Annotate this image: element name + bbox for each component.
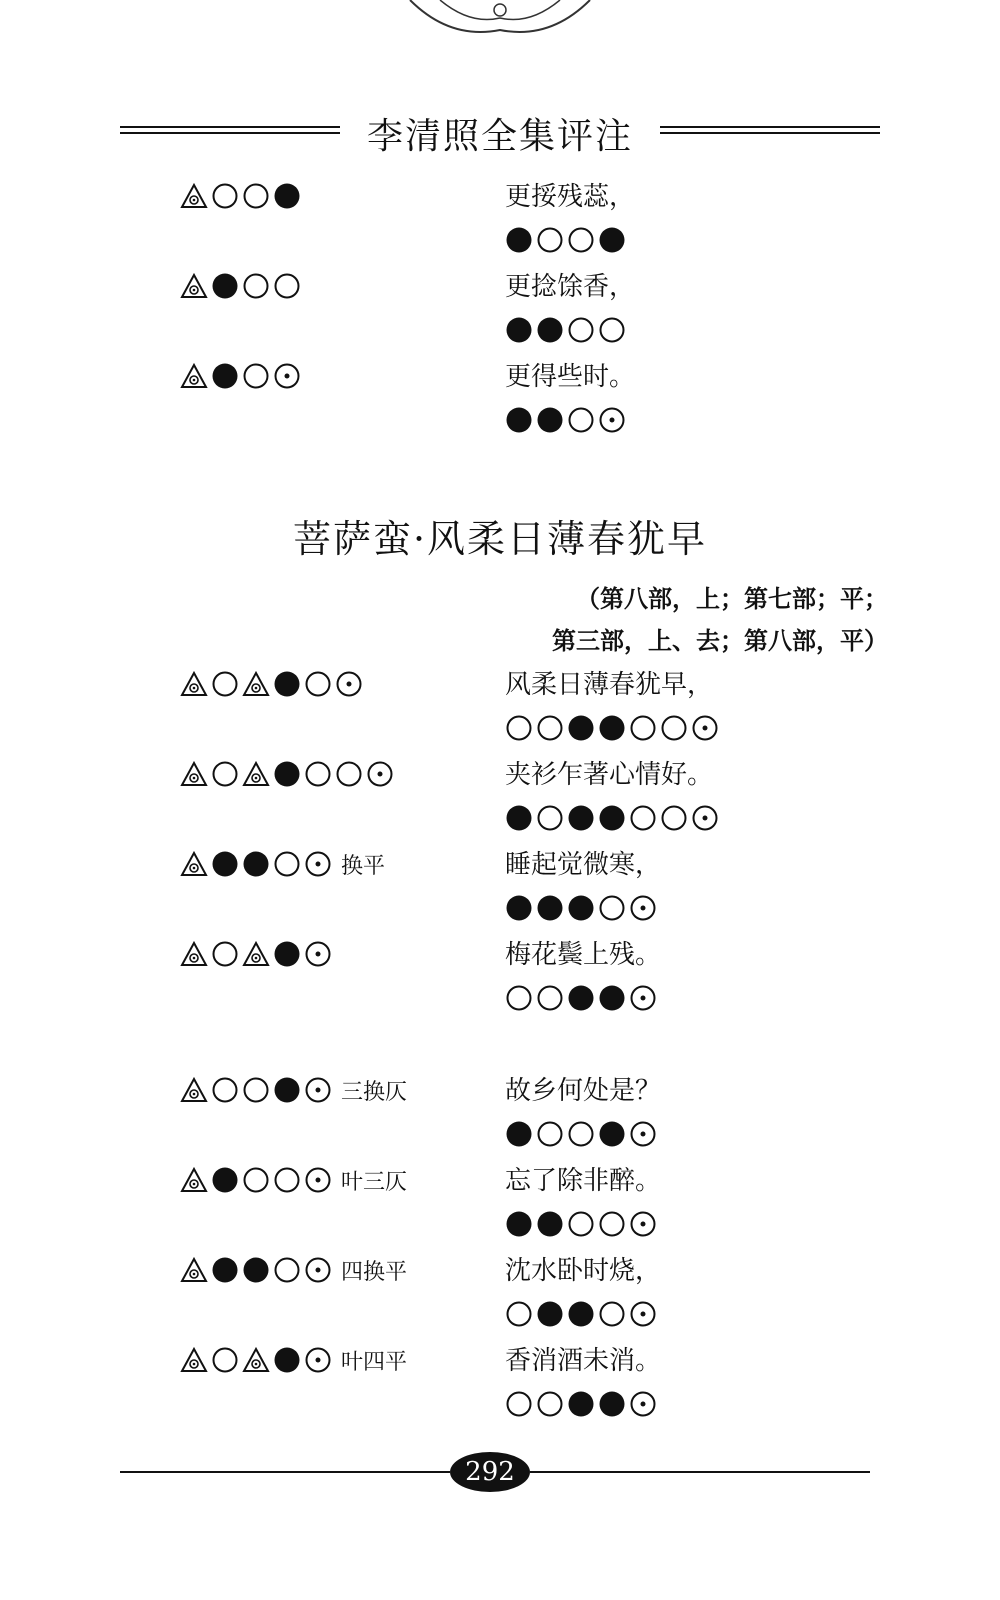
filled-circle-icon [598, 1120, 626, 1148]
rhyme-circle-icon [598, 406, 626, 434]
meter-pattern [180, 758, 394, 790]
open-circle-icon [273, 272, 301, 300]
tone-pattern [505, 982, 657, 1014]
open-circle-icon [536, 714, 564, 742]
open-circle-icon [536, 1390, 564, 1418]
open-circle-icon [567, 1120, 595, 1148]
filled-circle-icon [598, 804, 626, 832]
previous-poem-ending [0, 172, 1000, 442]
open-circle-icon [660, 804, 688, 832]
triangle-circle-icon [180, 760, 208, 788]
rhyme-circle-icon [629, 1390, 657, 1418]
verse-row [0, 352, 1000, 442]
triangle-circle-icon [180, 362, 208, 390]
triangle-circle-icon [180, 940, 208, 968]
verse-row [0, 1336, 1000, 1426]
verse-row [0, 750, 1000, 840]
tone-pattern [505, 404, 626, 436]
filled-circle-icon [211, 1166, 239, 1194]
open-circle-icon [505, 1390, 533, 1418]
rhyme-circle-icon [304, 1076, 332, 1104]
open-circle-icon [567, 1210, 595, 1238]
rhyme-circle-icon [304, 1346, 332, 1374]
rhyme-change-note: 叶三仄 [341, 1169, 408, 1195]
filled-circle-icon [536, 894, 564, 922]
filled-circle-icon [567, 984, 595, 1012]
open-circle-icon [304, 670, 332, 698]
open-circle-icon [567, 226, 595, 254]
filled-circle-icon [242, 850, 270, 878]
triangle-circle-icon [180, 850, 208, 878]
open-circle-icon [242, 182, 270, 210]
verse-text: 睡起觉微寒， [505, 850, 662, 880]
meter-pattern [180, 360, 301, 392]
rhyme-circle-icon [629, 984, 657, 1012]
open-circle-icon [536, 1120, 564, 1148]
rhyme-circle-icon [691, 714, 719, 742]
triangle-circle-icon [242, 760, 270, 788]
tone-pattern [505, 712, 719, 744]
filled-circle-icon [505, 406, 533, 434]
open-circle-icon [273, 850, 301, 878]
page-number: 292 [450, 1452, 530, 1492]
rhyme-note-line: 第三部，上、去；第八部，平） [552, 627, 888, 655]
rhyme-change-note: 四换平 [341, 1259, 408, 1285]
verse-text: 风柔日薄春犹早， [505, 670, 714, 700]
rhyme-change-note: 换平 [341, 853, 386, 879]
rhyme-circle-icon [366, 760, 394, 788]
open-circle-icon [211, 1346, 239, 1374]
open-circle-icon [242, 272, 270, 300]
verse-row [0, 930, 1000, 1020]
filled-circle-icon [211, 1256, 239, 1284]
filled-circle-icon [273, 670, 301, 698]
filled-circle-icon [567, 714, 595, 742]
open-circle-icon [242, 362, 270, 390]
open-circle-icon [536, 804, 564, 832]
filled-circle-icon [567, 1300, 595, 1328]
rhyme-circle-icon [629, 1300, 657, 1328]
open-circle-icon [598, 316, 626, 344]
verse-text: 梅花鬓上残。 [505, 940, 662, 970]
rhyme-note [552, 578, 888, 662]
triangle-circle-icon [242, 940, 270, 968]
open-circle-icon [211, 182, 239, 210]
meter-pattern [180, 180, 301, 212]
verse-text: 香消酒未消。 [505, 1346, 662, 1376]
filled-circle-icon [273, 182, 301, 210]
open-circle-icon [536, 984, 564, 1012]
tone-pattern [505, 1208, 657, 1240]
header-rule-right [660, 126, 880, 134]
footer-rule-right [530, 1471, 870, 1473]
top-ornament [390, 0, 610, 50]
rhyme-note-line: （第八部，上；第七部；平； [576, 585, 888, 613]
tone-pattern [505, 314, 626, 346]
rhyme-circle-icon [335, 670, 363, 698]
filled-circle-icon [598, 1390, 626, 1418]
triangle-circle-icon [180, 1166, 208, 1194]
rhyme-change-note: 三换仄 [341, 1079, 408, 1105]
rhyme-circle-icon [304, 1256, 332, 1284]
verse-row [0, 262, 1000, 352]
triangle-circle-icon [242, 1346, 270, 1374]
filled-circle-icon [273, 940, 301, 968]
triangle-circle-icon [180, 1076, 208, 1104]
open-circle-icon [505, 1300, 533, 1328]
meter-pattern [180, 270, 301, 302]
open-circle-icon [335, 760, 363, 788]
filled-circle-icon [567, 1390, 595, 1418]
rhyme-circle-icon [304, 1166, 332, 1194]
verse-text: 沈水卧时烧， [505, 1256, 662, 1286]
open-circle-icon [505, 984, 533, 1012]
filled-circle-icon [211, 850, 239, 878]
open-circle-icon [211, 670, 239, 698]
triangle-circle-icon [180, 1256, 208, 1284]
filled-circle-icon [273, 1346, 301, 1374]
filled-circle-icon [536, 316, 564, 344]
filled-circle-icon [598, 984, 626, 1012]
rhyme-circle-icon [304, 850, 332, 878]
filled-circle-icon [273, 760, 301, 788]
footer-rule-left [120, 1471, 450, 1473]
filled-circle-icon [242, 1256, 270, 1284]
meter-pattern [180, 1254, 407, 1286]
rhyme-change-note: 叶四平 [341, 1349, 408, 1375]
filled-circle-icon [536, 1210, 564, 1238]
rhyme-circle-icon [691, 804, 719, 832]
poem-title: 菩萨蛮·风柔日薄春犹早 [292, 517, 708, 561]
open-circle-icon [211, 940, 239, 968]
tone-pattern [505, 892, 657, 924]
verse-text: 更得些时。 [505, 362, 636, 392]
open-circle-icon [598, 894, 626, 922]
tone-pattern [505, 1388, 657, 1420]
verse-text: 夹衫乍著心情好。 [505, 760, 714, 790]
open-circle-icon [567, 406, 595, 434]
tone-pattern [505, 1118, 657, 1150]
triangle-circle-icon [180, 182, 208, 210]
verse-row [0, 172, 1000, 262]
filled-circle-icon [598, 714, 626, 742]
verse-text: 故乡何处是？ [505, 1076, 662, 1106]
verse-text: 更捻馀香， [505, 272, 636, 302]
book-title: 李清照全集评注 [366, 116, 633, 157]
meter-pattern [180, 1344, 407, 1376]
open-circle-icon [304, 760, 332, 788]
meter-pattern [180, 668, 363, 700]
triangle-circle-icon [180, 272, 208, 300]
filled-circle-icon [211, 362, 239, 390]
verse-row [0, 1066, 1000, 1156]
open-circle-icon [242, 1166, 270, 1194]
filled-circle-icon [211, 272, 239, 300]
meter-pattern [180, 848, 385, 880]
filled-circle-icon [536, 1300, 564, 1328]
triangle-circle-icon [242, 670, 270, 698]
verse-row [0, 1156, 1000, 1246]
rhyme-circle-icon [304, 940, 332, 968]
poem-body [0, 660, 1000, 1426]
open-circle-icon [273, 1166, 301, 1194]
verse-row [0, 660, 1000, 750]
filled-circle-icon [505, 804, 533, 832]
open-circle-icon [211, 760, 239, 788]
filled-circle-icon [505, 894, 533, 922]
open-circle-icon [629, 804, 657, 832]
rhyme-circle-icon [629, 894, 657, 922]
meter-pattern [180, 938, 332, 970]
filled-circle-icon [567, 894, 595, 922]
triangle-circle-icon [180, 670, 208, 698]
filled-circle-icon [505, 1120, 533, 1148]
tone-pattern [505, 224, 626, 256]
open-circle-icon [273, 1256, 301, 1284]
open-circle-icon [242, 1076, 270, 1104]
tone-pattern [505, 802, 719, 834]
verse-text: 更挼残蕊， [505, 182, 636, 212]
filled-circle-icon [273, 1076, 301, 1104]
open-circle-icon [598, 1300, 626, 1328]
verse-text: 忘了除非醉。 [505, 1166, 662, 1196]
filled-circle-icon [598, 226, 626, 254]
open-circle-icon [629, 714, 657, 742]
filled-circle-icon [505, 226, 533, 254]
running-header [120, 104, 880, 160]
filled-circle-icon [536, 406, 564, 434]
rhyme-circle-icon [273, 362, 301, 390]
rhyme-circle-icon [629, 1210, 657, 1238]
open-circle-icon [505, 714, 533, 742]
meter-pattern [180, 1074, 407, 1106]
open-circle-icon [598, 1210, 626, 1238]
tone-pattern [505, 1298, 657, 1330]
rhyme-circle-icon [629, 1120, 657, 1148]
open-circle-icon [536, 226, 564, 254]
filled-circle-icon [505, 1210, 533, 1238]
verse-row [0, 840, 1000, 930]
open-circle-icon [660, 714, 688, 742]
open-circle-icon [567, 316, 595, 344]
meter-pattern [180, 1164, 407, 1196]
verse-row [0, 1246, 1000, 1336]
triangle-circle-icon [180, 1346, 208, 1374]
open-circle-icon [211, 1076, 239, 1104]
filled-circle-icon [567, 804, 595, 832]
filled-circle-icon [505, 316, 533, 344]
